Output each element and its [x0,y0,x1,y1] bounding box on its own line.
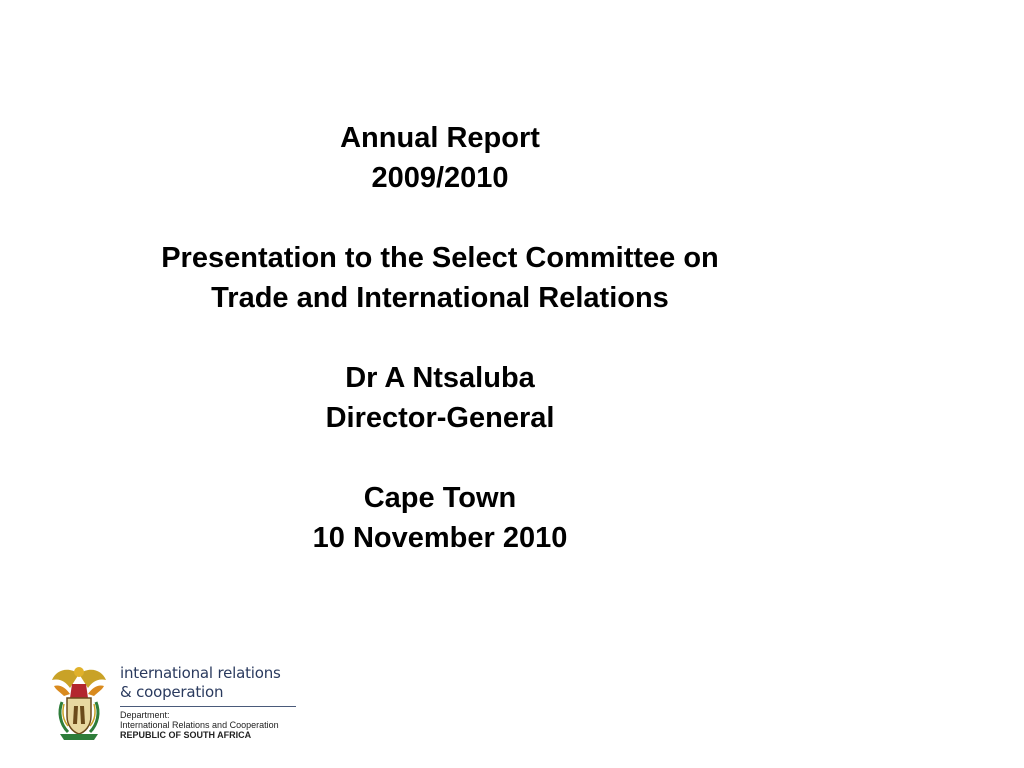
presentation-line-1: Presentation to the Select Committee on [161,242,719,274]
presenter-name: Dr A Ntsaluba [345,362,535,394]
department-logo [50,664,310,744]
dept-label: Department: [120,710,170,720]
presenter-title: Director-General [325,402,555,434]
logo-divider [120,706,296,707]
country-name: REPUBLIC OF SOUTH AFRICA [120,730,252,740]
spacer [80,198,800,238]
coat-of-arms-icon [50,664,108,742]
spacer [80,438,800,478]
spacer [80,318,800,358]
brand-line-2: & cooperation [120,683,224,701]
report-title: Annual Report [340,122,540,154]
presentation-line-2: Trade and International Relations [211,282,669,314]
report-period: 2009/2010 [371,162,509,194]
title-block [80,118,800,558]
brand-line-1: international relations [120,664,281,682]
logo-text [120,664,310,740]
venue: Cape Town [363,482,517,514]
dept-name: International Relations and Cooperation [120,720,279,730]
date: 10 November 2010 [312,522,568,554]
